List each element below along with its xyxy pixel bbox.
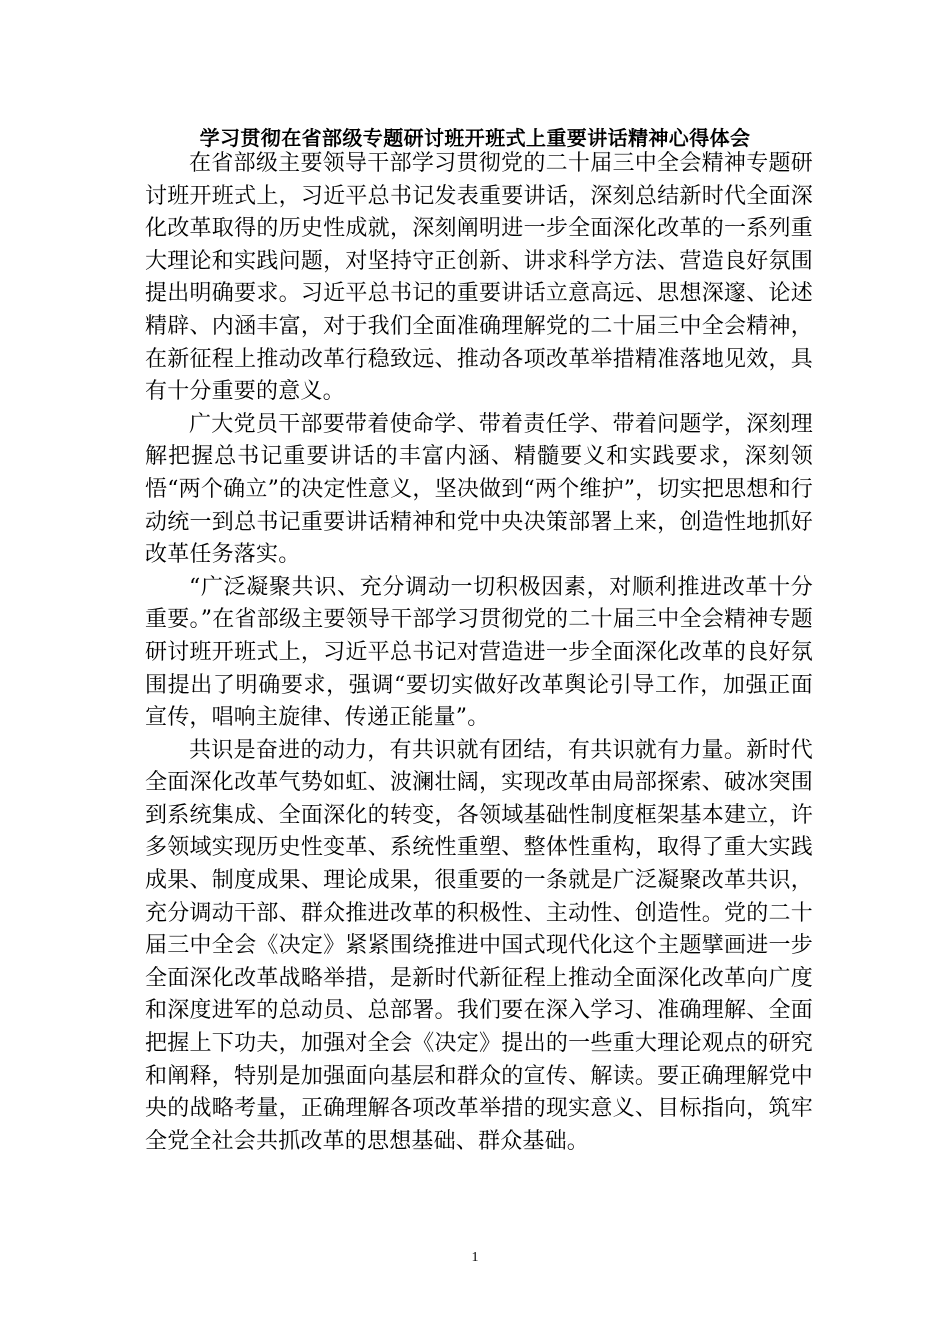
document-body [145, 148, 813, 1158]
document-title: 学习贯彻在省部级专题研讨班开班式上重要讲话精神心得体会 [199, 126, 751, 150]
paragraph-1: 在省部级主要领导干部学习贯彻党的二十届三中全会精神专题研讨班开班式上，习近平总书记发表重要讲话，深刻总结新时代全面深化改革取得的历史性成就，深刻阐明进一步全面深化改革的一系列重大理论和实践问题，对坚持守正创新、讲求科学方法、营造良好氛围提出明确要求。习近平总书记的重要讲话立意高远、思想深邃、论述精辟、内涵丰富，对于我们全面准确理解党的二十届三中全会精神，在新征程上推动改革行稳致远、推动各项改革举措精准落地见效，具有十分重要的意义。 [145, 151, 813, 405]
page-number: 1 [471, 1250, 479, 1265]
paragraph-2: 广大党员干部要带着使命学、带着责任学、带着问题学，深刻理解把握总书记重要讲话的丰富内涵、精髓要义和实践要求，深刻领悟“两个确立”的决定性意义，坚决做到“两个维护”，切实把思想和行动统一到总书记重要讲话精神和党中央决策部署上来，创造性地抓好改革任务落实。 [145, 411, 813, 568]
paragraph-3: “广泛凝聚共识、充分调动一切积极因素，对顺利推进改革十分重要。”在省部级主要领导干部学习贯彻党的二十届三中全会精神专题研讨班开班式上，习近平总书记对营造进一步全面深化改革的良好氛围提出了明确要求，强调“要切实做好改革舆论引导工作，加强正面宣传，唱响主旋律、传递正能量”。 [145, 574, 813, 731]
paragraph-4: 共识是奋进的动力，有共识就有团结，有共识就有力量。新时代全面深化改革气势如虹、波澜壮阔，实现改革由局部探索、破冰突围到系统集成、全面深化的转变，各领域基础性制度框架基本建立，许多领域实现历史性变革、系统性重塑、整体性重构，取得了重大实践成果、制度成果、理论成果，很重要的一条就是广泛凝聚改革共识，充分调动干部、群众推进改革的积极性、主动性、创造性。党的二十届三中全会《决定》紧紧围绕推进中国式现代化这个主题擘画进一步全面深化改革战略举措，是新时代新征程上推动全面深化改革向广度和深度进军的总动员、总部署。我们要在深入学习、准确理解、全面把握上下功夫，加强对全会《决定》提出的一些重大理论观点的研究和阐释，特别是加强面向基层和群众的宣传、解读。要正确理解党中央的战略考量，正确理解各项改革举措的现实意义、目标指向，筑牢全党全社会共抓改革的思想基础、群众基础。 [145, 737, 813, 1154]
